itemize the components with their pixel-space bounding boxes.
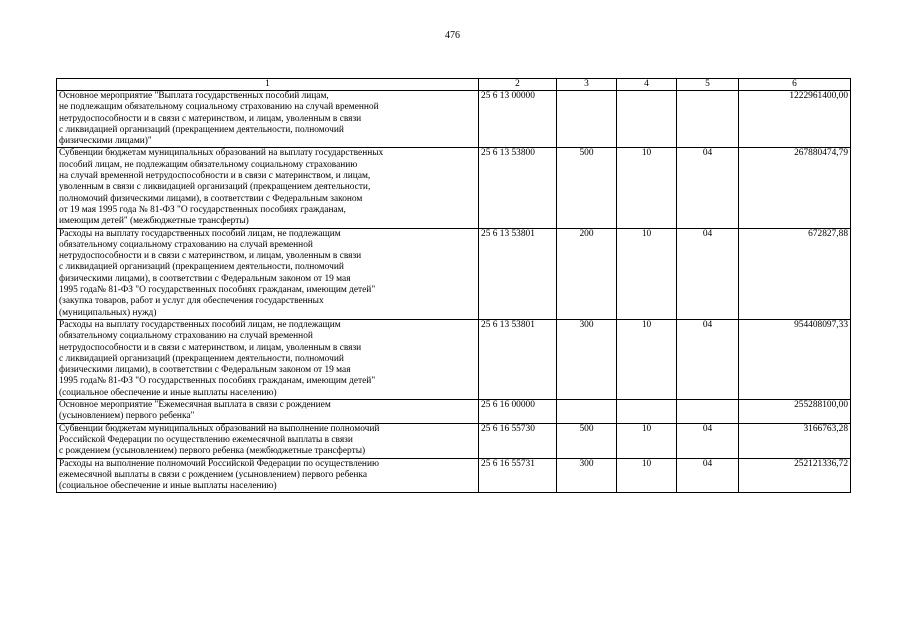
item-name-line: с ликвидацией организаций (прекращением деятельности, полномочий [59, 262, 344, 273]
target-code-cell: 25 6 13 53801 [479, 228, 557, 319]
item-name-line: нетрудоспособности и в связи с материнством, и лицам, уволенным в связи [59, 342, 362, 353]
expense-type-cell: 300 [557, 319, 617, 399]
page-number: 476 [445, 30, 460, 41]
expense-type-cell [557, 400, 617, 424]
item-name-line: Субвенции бюджетам муниципальных образований на выплату государственных [59, 148, 384, 159]
section-cell: 10 [617, 148, 677, 228]
table-row [57, 458, 851, 493]
item-name-line: 1995 года№ 81-ФЗ "О государственных пособиях гражданам, имеющим детей" [59, 285, 376, 296]
section-cell: 10 [617, 458, 677, 493]
item-name-cell [57, 228, 479, 319]
section-cell [617, 91, 677, 148]
table-body [57, 91, 851, 493]
column-header: 6 [739, 79, 851, 91]
expense-type-cell: 500 [557, 148, 617, 228]
amount-cell: 252121336,72 [739, 458, 851, 493]
target-code-cell: 25 6 13 53800 [479, 148, 557, 228]
target-code-cell: 25 6 13 00000 [479, 91, 557, 148]
item-name-line: с рождением (усыновлением) первого ребенка (межбюджетные трансферты) [59, 446, 366, 457]
item-name-line: Расходы на выплату государственных пособий лицам, не подлежащим [59, 228, 341, 239]
subsection-cell: 04 [677, 228, 739, 319]
item-name-line: Основное мероприятие "Ежемесячная выплата в связи с рождением [59, 400, 331, 411]
subsection-cell [677, 91, 739, 148]
subsection-cell: 04 [677, 458, 739, 493]
item-name-line: Основное мероприятие "Выплата государственных пособий лицам, [59, 91, 329, 101]
item-name-line: Расходы на выполнение полномочий Российской Федерации по осуществлению [59, 458, 379, 469]
table-row [57, 400, 851, 424]
item-name-line: 1995 года№ 81-ФЗ "О государственных пособиях гражданам, имеющим детей" [59, 376, 376, 387]
amount-cell: 267880474,79 [739, 148, 851, 228]
item-name-cell [57, 319, 479, 399]
item-name-line: ежемесячной выплаты в связи с рождением (усыновлением) первого ребенка [59, 469, 367, 480]
item-name-line: уволенным в связи с ликвидацией организаций (прекращением деятельности, [59, 182, 371, 193]
table-row [57, 91, 851, 148]
section-cell: 10 [617, 423, 677, 458]
amount-cell: 255288100,00 [739, 400, 851, 424]
item-name-cell [57, 91, 479, 148]
item-name-cell [57, 400, 479, 424]
table-row [57, 228, 851, 319]
target-code-cell: 25 6 16 55731 [479, 458, 557, 493]
expense-type-cell [557, 91, 617, 148]
section-cell: 10 [617, 319, 677, 399]
column-header: 2 [479, 79, 557, 91]
table-header-row [57, 79, 851, 91]
table-row [57, 148, 851, 228]
item-name-line: пособий лицам, не подлежащим обязательному социальному страхованию [59, 159, 358, 170]
item-name-line: обязательному социальному страхованию на случай временной [59, 331, 313, 342]
column-header: 5 [677, 79, 739, 91]
target-code-cell: 25 6 13 53801 [479, 319, 557, 399]
item-name-line: с ликвидацией организаций (прекращением деятельности, полномочий [59, 124, 344, 135]
item-name-line: (закупка товаров, работ и услуг для обеспечения государственных [59, 296, 324, 307]
item-name-line: (социальное обеспечение и иные выплаты населению) [59, 387, 277, 398]
item-name-line: не подлежащим обязательному социальному страхованию на случай временной [59, 102, 379, 113]
amount-cell: 954408097,33 [739, 319, 851, 399]
subsection-cell: 04 [677, 423, 739, 458]
item-name-line: физическими лицами), в соответствии с Федеральным законом от 19 мая [59, 365, 351, 376]
item-name-line: полномочий физическими лицами), в соответствии с Федеральным законом [59, 193, 363, 204]
expense-type-cell: 500 [557, 423, 617, 458]
target-code-cell: 25 6 16 00000 [479, 400, 557, 424]
item-name-line: Расходы на выплату государственных пособий лицам, не подлежащим [59, 319, 341, 330]
column-header: 3 [557, 79, 617, 91]
column-header: 4 [617, 79, 677, 91]
expense-type-cell: 200 [557, 228, 617, 319]
item-name-line: физическими лицами)" [59, 136, 152, 147]
amount-cell: 672827,88 [739, 228, 851, 319]
subsection-cell [677, 400, 739, 424]
table-row [57, 423, 851, 458]
item-name-line: (социальное обеспечение и иные выплаты населению) [59, 481, 277, 492]
item-name-line: имеющим детей" (межбюджетные трансферты) [59, 216, 249, 227]
item-name-line: обязательному социальному страхованию на случай временной [59, 239, 313, 250]
item-name-cell [57, 423, 479, 458]
amount-cell: 1222961400,00 [739, 91, 851, 148]
item-name-line: Российской Федерации по осуществлению ежемесячной выплаты в связи [59, 434, 353, 445]
item-name-line: на случай временной нетрудоспособности и в связи с материнством, и лицам, [59, 171, 371, 182]
item-name-line: (муниципальных) нужд) [59, 307, 157, 318]
item-name-cell [57, 458, 479, 493]
section-cell [617, 400, 677, 424]
item-name-line: от 19 мая 1995 года № 81-ФЗ "О государственных пособиях гражданам, [59, 204, 346, 215]
column-header: 1 [57, 79, 479, 91]
subsection-cell: 04 [677, 319, 739, 399]
item-name-line: нетрудоспособности и в связи с материнством, и лицам, уволенным в связи [59, 251, 362, 262]
item-name-line: с ликвидацией организаций (прекращением деятельности, полномочий [59, 353, 344, 364]
item-name-line: Субвенции бюджетам муниципальных образований на выполнение полномочий [59, 423, 380, 434]
subsection-cell: 04 [677, 148, 739, 228]
budget-table [56, 78, 851, 493]
item-name-cell [57, 148, 479, 228]
expense-type-cell: 300 [557, 458, 617, 493]
table-row [57, 319, 851, 399]
amount-cell: 3166763,28 [739, 423, 851, 458]
item-name-line: физическими лицами), в соответствии с Федеральным законом от 19 мая [59, 273, 351, 284]
target-code-cell: 25 6 16 55730 [479, 423, 557, 458]
section-cell: 10 [617, 228, 677, 319]
item-name-line: (усыновлением) первого ребенка" [59, 411, 195, 422]
item-name-line: нетрудоспособности и в связи с материнством, и лицам, уволенным в связи [59, 113, 362, 124]
